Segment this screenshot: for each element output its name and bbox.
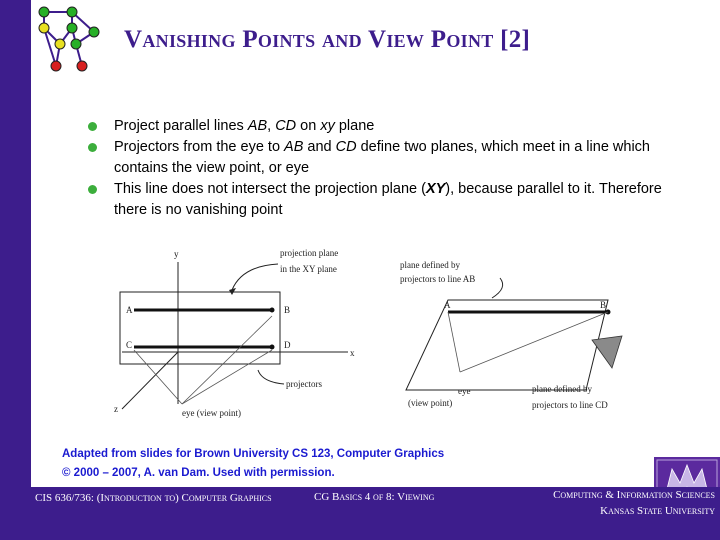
plane-ab-arrow	[492, 278, 503, 298]
footer-university: Kansas State University	[600, 505, 715, 517]
projection-plane-arrow	[232, 264, 278, 290]
projector-ray-b	[182, 316, 272, 404]
bullet-text: XY	[425, 181, 446, 197]
attribution	[62, 445, 562, 483]
point-a-label: A	[126, 305, 133, 315]
footer-course: CIS 636/736: (Introduction to) Computer Graphics	[35, 492, 272, 504]
projectors-arrow	[258, 370, 284, 384]
plane-cd-label-2: projectors to line CD	[532, 400, 608, 410]
projector-ray-d	[182, 350, 272, 404]
bullet-dot-icon	[88, 185, 97, 194]
footer-dept: Computing & Information Sciences	[553, 489, 715, 501]
bullet-text: plane	[334, 118, 375, 134]
bullet-text: Projectors from the eye to	[114, 139, 285, 155]
bullet-list	[88, 116, 688, 221]
z-axis-label: z	[114, 404, 118, 414]
projection-plane-label-2: in the XY plane	[280, 264, 337, 274]
projection-plane-label-1: projection plane	[280, 248, 339, 258]
y-axis-label: y	[174, 249, 179, 259]
attribution-line-1: Adapted from slides for Brown University CS 123, Computer Graphics	[62, 448, 445, 460]
footer-lecture: CG Basics 4 of 8: Viewing	[314, 491, 435, 503]
bullet-text: ), because parallel to it. Therefore there is no vanishing point	[114, 181, 662, 218]
point-d-dot	[270, 345, 275, 350]
projector-ray-b-right	[460, 312, 608, 372]
projectors-label: projectors	[286, 379, 322, 389]
x-axis-label: x	[350, 348, 355, 358]
point-b-label-right: B	[600, 300, 607, 310]
bullet-text: CD	[275, 118, 297, 134]
plane-cd-shaded	[592, 336, 622, 368]
plane-ab-label-2: projectors to line AB	[400, 274, 476, 284]
projector-ray-c	[134, 350, 182, 404]
z-axis-line	[122, 352, 178, 409]
bullet-text: and	[303, 139, 336, 155]
bullet-text: AB	[247, 118, 268, 134]
point-a-label-right: A	[444, 300, 451, 310]
projection-diagram	[112, 244, 658, 424]
plane-cd-label-1: plane defined by	[532, 384, 592, 394]
bullet-text: Project parallel lines	[114, 118, 248, 134]
bullet-text: AB	[284, 139, 304, 155]
bullet-text: ,	[267, 118, 276, 134]
bullet-dot-icon	[88, 122, 97, 131]
plane-ab-label-1: plane defined by	[400, 260, 460, 270]
slide-title: Vanishing Points and View Point [2]	[124, 26, 531, 53]
point-c-label: C	[126, 340, 133, 350]
bullet-text: This line does not intersect the projection plane (	[114, 181, 426, 197]
bullet-text: xy	[320, 118, 335, 134]
bullet-text: CD	[335, 139, 357, 155]
eye-label-right-1: eye	[458, 386, 471, 396]
bullet-text: define two planes, which meet in a line which contains the view point, or eye	[114, 139, 650, 176]
eye-label-right-2: (view point)	[408, 398, 453, 408]
bullet-dot-icon	[88, 143, 97, 152]
right-diagram	[400, 260, 622, 410]
graph-network-icon	[32, 2, 108, 78]
point-d-label: D	[284, 340, 291, 350]
footer-institution	[470, 487, 715, 519]
point-b-dot	[270, 308, 275, 313]
projection-plane-rect	[120, 292, 280, 364]
point-b-label: B	[284, 305, 291, 315]
bullet-item	[88, 116, 688, 137]
bullet-text: on	[296, 118, 321, 134]
projector-ray-a-right	[448, 312, 460, 372]
left-diagram	[114, 248, 355, 418]
left-accent-bar	[0, 0, 31, 487]
eye-label-left: eye (view point)	[182, 408, 241, 418]
bullet-item	[88, 179, 688, 221]
bullet-item	[88, 137, 688, 179]
attribution-line-2: © 2000 – 2007, A. van Dam. Used with permission.	[62, 467, 335, 479]
